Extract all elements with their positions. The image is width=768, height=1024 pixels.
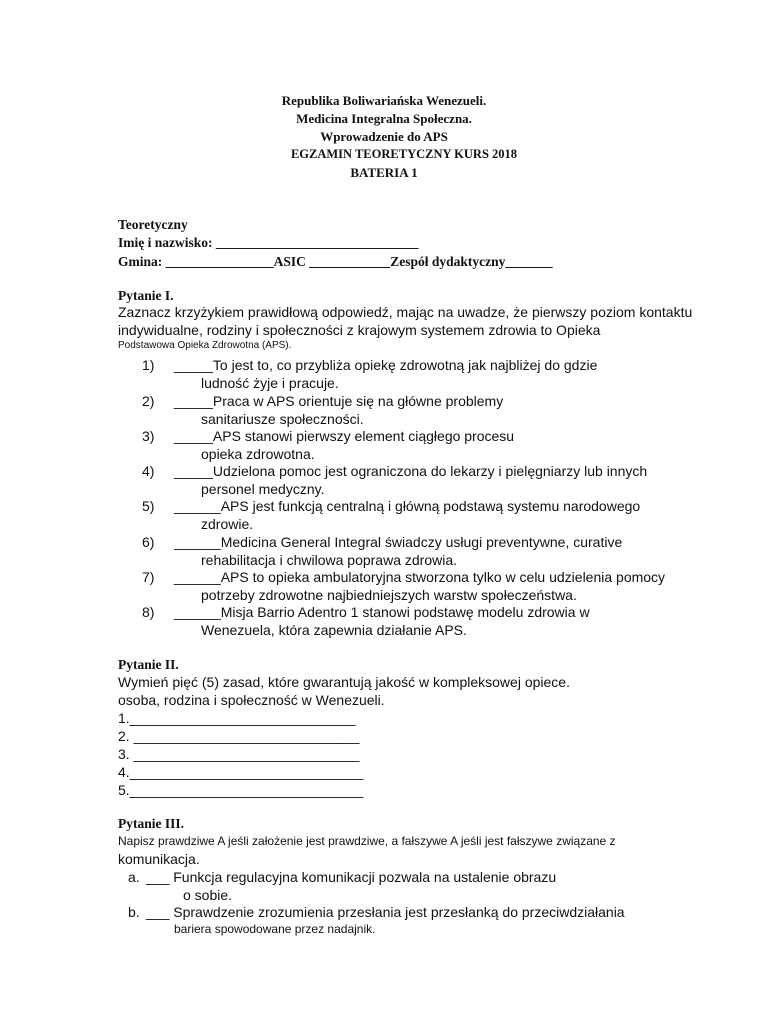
header-exam-title: EGZAMIN TEORETYCZNY KURS 2018	[290, 147, 518, 161]
list-item-text: _____To jest to, co przybliża opiekę zdrowotną jak najbliżej do gdzie	[174, 357, 598, 373]
question-2-intro: Wymień pięć (5) zasad, które gwarantują jakość w kompleksowej opiece.	[118, 674, 570, 690]
question-1-title: Pytanie I.	[118, 288, 174, 303]
list-item-letter: b.	[128, 904, 140, 920]
list-item-text: ______Misja Barrio Adentro 1 stanowi podstawę modelu zdrowia w	[174, 604, 590, 620]
answer-line[interactable]: 4.______________________________	[118, 764, 364, 780]
list-item-text: ______Medicina General Integral świadczy usługi preventywne, curative	[174, 534, 623, 550]
name-field: Imię i nazwisko: ______________________________	[118, 235, 419, 250]
list-item-text: potrzeby zdrowotne najbiedniejszych warstw społeczeństwa.	[201, 587, 577, 603]
list-item-number: 5)	[142, 498, 155, 514]
list-item-text: personel medyczny.	[201, 481, 325, 497]
list-item-text: zdrowie.	[201, 516, 254, 532]
question-1-intro: Zaznacz krzyżykiem prawidłową odpowiedź, mając na uwadze, że pierwszy poziom kontaktu	[118, 304, 693, 320]
list-item-text: ______APS to opieka ambulatoryjna stworzona tylko w celu udzielenia pomocy	[174, 569, 666, 585]
list-item-number: 1)	[142, 357, 155, 373]
question-3-title: Pytanie III.	[118, 816, 185, 831]
answer-line[interactable]: 2. _____________________________	[118, 728, 360, 744]
header-republic: Republika Boliwariańska Wenezueli.	[281, 93, 487, 108]
header-course: Wprowadzenie do APS	[320, 129, 448, 144]
list-item-number: 6)	[142, 534, 155, 550]
list-item-text: rehabilitacja i chwilowa poprawa zdrowia.	[201, 552, 458, 568]
exam-type: Teoretyczny	[118, 217, 188, 232]
list-item-text: bariera spowodowane przez nadajnik.	[174, 922, 376, 936]
list-item-text: opieka zdrowotna.	[201, 446, 315, 462]
list-item-number: 4)	[142, 463, 155, 479]
list-item-number: 8)	[142, 604, 155, 620]
list-item-number: 3)	[142, 428, 155, 444]
header-battery: BATERIA 1	[350, 165, 418, 180]
question-3-intro: Napisz prawdziwe A jeśli założenie jest prawdziwe, a fałszywe A jeśli jest fałszywe związane z	[118, 834, 616, 848]
list-item-text: _____Udzielona pomoc jest ograniczona do lekarzy i pielęgniarzy lub innych	[174, 463, 648, 479]
list-item-text: sanitariusze społeczności.	[201, 411, 364, 427]
list-item-text: ___ Sprawdzenie zrozumienia przesłania jest przesłanką do przeciwdziałania	[146, 904, 625, 920]
list-item-number: 2)	[142, 393, 155, 409]
answer-line[interactable]: 1._____________________________	[118, 710, 356, 726]
list-item-text: ___ Funkcja regulacyjna komunikacji pozwala na ustalenie obrazu	[146, 869, 557, 885]
list-item-text: ludność żyje i pracuje.	[201, 375, 339, 391]
answer-line[interactable]: 5.______________________________	[118, 782, 364, 798]
question-2-intro: osoba, rodzina i społeczność w Wenezueli.	[118, 692, 385, 708]
list-item-number: 7)	[142, 569, 155, 585]
question-3-intro: komunikacja.	[118, 851, 200, 867]
list-item-text: _____APS stanowi pierwszy element ciągłego procesu	[174, 428, 515, 444]
list-item-text: Wenezuela, która zapewnia działanie APS.	[201, 622, 467, 638]
gmina-field: Gmina: ________________ASIC ____________Zespół dydaktyczny_______	[118, 254, 553, 269]
answer-line[interactable]: 3. _____________________________	[118, 746, 360, 762]
list-item-text: o sobie.	[183, 887, 233, 903]
list-item-text: _____Praca w APS orientuje się na główne problemy	[174, 393, 504, 409]
header-program: Medicina Integralna Społeczna.	[296, 111, 472, 126]
question-2-title: Pytanie II.	[118, 657, 179, 672]
question-1-intro: Podstawowa Opieka Zdrowotna (APS).	[118, 340, 292, 351]
list-item-letter: a.	[128, 869, 140, 885]
list-item-text: ______APS jest funkcją centralną i główną podstawą systemu narodowego	[174, 498, 641, 514]
question-1-intro: indywidualne, rodziny i społeczności z krajowym systemem zdrowia to Opieka	[118, 322, 601, 338]
